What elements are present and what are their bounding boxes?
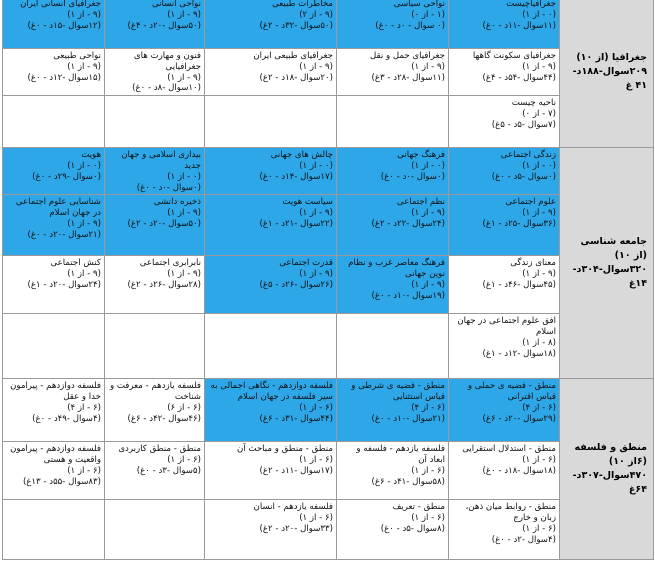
- table-row: [3, 49, 654, 96]
- topic-title: چالش های جهانی: [270, 150, 333, 161]
- subject-header: [560, 148, 654, 379]
- topic-cell[interactable]: [337, 195, 449, 256]
- topic-cell[interactable]: [337, 0, 449, 49]
- topic-range: (۶ - از ۱): [299, 513, 333, 524]
- topic-stats: (۱۸سوال -۱۲د - ۱غ): [482, 348, 556, 359]
- topic-stats: (۰ سوال - ۰د - ۰غ): [375, 20, 445, 31]
- topic-cell[interactable]: [3, 148, 105, 195]
- topic-title: نواحی انسانی: [151, 0, 201, 9]
- subject-header-line: منطق و فلسفه (۶از ۱۰): [574, 442, 647, 468]
- topic-range: (۶ - از ۱): [411, 465, 445, 476]
- topic-stats: (۲۹سوال -۲۰د - ۶غ): [482, 413, 556, 424]
- topic-title: فنون و مهارت های جغرافیایی: [133, 51, 201, 72]
- topic-cell[interactable]: [105, 379, 205, 442]
- topic-title: ناحیه چیست: [511, 98, 556, 109]
- empty-cell: [337, 96, 449, 148]
- table-row: [3, 500, 654, 560]
- topic-title: منطق - تعریف: [392, 502, 445, 513]
- topic-title: فرهنگ جهانی: [397, 150, 445, 161]
- topic-title: جغرافیای سکونت گاهها: [472, 51, 556, 61]
- topic-title: نواحی سیاسی: [393, 0, 445, 9]
- topic-title: فلسفه دوازدهم - پیرامون خدا و عقل: [10, 381, 101, 403]
- topic-range: (۶ - از ۴): [522, 402, 556, 413]
- topic-stats: (۱۹سوال -۱۰د - ۰غ): [371, 290, 445, 301]
- subject-header-line: ۶۴غ: [628, 484, 647, 496]
- table-row: [3, 256, 654, 314]
- topic-stats: (۵۰سوال -۳۲د - ۲غ): [259, 20, 333, 31]
- topic-stats: (۱۷سوال -۱۴د - ۰غ): [259, 171, 333, 182]
- subject-header-line: ۲۰۹سوال-۱۸۸د-: [572, 66, 647, 78]
- subject-header: [560, 0, 654, 148]
- topic-cell[interactable]: [449, 500, 560, 560]
- topic-stats: (۸سوال -۵د - ۰غ): [380, 523, 445, 534]
- table-row: [3, 0, 654, 49]
- topic-range: (۹ - از ۱): [67, 218, 101, 229]
- topic-cell[interactable]: [449, 0, 560, 49]
- topic-stats: (۳۶سوال -۲۵د - ۱غ): [482, 218, 556, 229]
- topic-range: (۹ - از ۱): [411, 61, 445, 72]
- topic-range: (۹ - از ۱): [411, 208, 445, 219]
- empty-cell: [105, 96, 205, 148]
- topic-stats: (۲۶سوال -۲۶د - ۵غ): [259, 279, 333, 290]
- topic-title: نابرابری اجتماعی: [139, 258, 201, 269]
- topic-cell[interactable]: [337, 442, 449, 500]
- topic-title: افق علوم اجتماعی در جهان اسلام: [457, 316, 556, 338]
- topic-cell[interactable]: [337, 49, 449, 96]
- topic-cell[interactable]: [205, 195, 337, 256]
- topic-range: (۶ - از ۱): [167, 455, 201, 466]
- topic-range: (۹ - از ۱): [411, 279, 445, 290]
- topic-cell[interactable]: [205, 442, 337, 500]
- topic-title: منطق - منطق کاربردی: [118, 444, 201, 455]
- topic-range: (۰ - از ۱): [167, 171, 201, 182]
- empty-cell: [105, 314, 205, 379]
- topic-cell[interactable]: [3, 256, 105, 314]
- subject-header-line: جامعه شناسی (از ۱۰): [580, 236, 647, 262]
- topic-stats: (۴۶سوال -۴۲د - ۶غ): [127, 413, 201, 424]
- topic-title: منطق - قضیه ی حملی و قیاس اقترانی: [467, 381, 556, 403]
- topic-cell[interactable]: [105, 148, 205, 195]
- topic-stats: (۴سوال -۴۹د - ۰غ): [32, 413, 101, 424]
- topic-title: منطق - استدلال استقرایی: [462, 444, 556, 455]
- topic-cell[interactable]: [449, 49, 560, 96]
- topic-stats: (۰سوال -۰د - ۰غ): [136, 182, 201, 193]
- topic-range: (۹ - از ۱): [67, 269, 101, 280]
- topic-title: نظم اجتماعی: [396, 197, 445, 208]
- topic-stats: (۴سوال -۲د - ۰غ): [491, 534, 556, 545]
- topic-stats: (۲۱سوال -۱۰د - ۰غ): [371, 413, 445, 424]
- topic-cell[interactable]: [449, 379, 560, 442]
- table-row: [3, 442, 654, 500]
- topic-range: (۹ - از ۱): [522, 269, 556, 280]
- topic-title: فلسفه دوازدهم - نگاهی اجمالی به سیر فلسفه در جهان اسلام: [210, 381, 333, 403]
- subject-header-line: ۱۴غ: [628, 278, 647, 290]
- topic-range: (۰ - از ۱): [411, 160, 445, 171]
- table-row: [3, 195, 654, 256]
- subject-header-line: جغرافیا (از ۱۰): [576, 52, 647, 64]
- topic-cell[interactable]: [337, 148, 449, 195]
- topic-cell[interactable]: [105, 256, 205, 314]
- topic-cell[interactable]: [205, 148, 337, 195]
- topic-cell[interactable]: [105, 442, 205, 500]
- topic-range: (۹ - از ۱): [299, 61, 333, 72]
- table-row: [3, 314, 654, 379]
- table-row: [3, 379, 654, 442]
- topic-title: فلسفه یازدهم - انسان: [253, 502, 333, 513]
- table-row: [3, 96, 654, 148]
- topic-stats: (۱۱سوال -۲۸د - ۳غ): [371, 72, 445, 83]
- topic-title: منطق - قضیه ی شرطی و قیاس استثنایی: [351, 381, 445, 403]
- empty-cell: [105, 500, 205, 560]
- topic-title: فرهنگ معاصر غرب و نظام نوین جهانی: [348, 258, 445, 280]
- topic-cell[interactable]: [3, 442, 105, 500]
- empty-cell: [3, 500, 105, 560]
- topic-range: (۹ - از ۱): [167, 208, 201, 219]
- topic-title: جغرافیای حمل و نقل: [369, 51, 445, 61]
- topic-stats: (۳۳سوال -۲۰د - ۲غ): [259, 523, 333, 534]
- topic-stats: (۲۴سوال -۲۲د - ۲غ): [371, 218, 445, 229]
- topic-cell[interactable]: [449, 195, 560, 256]
- topic-title: مخاطرات طبیعی: [272, 0, 333, 9]
- topic-title: کنش اجتماعی: [50, 258, 101, 269]
- topic-range: (۶ - از ۶): [167, 402, 201, 413]
- topic-title: فلسفه یازدهم - معرفت و شناخت: [109, 381, 201, 403]
- topic-cell[interactable]: [3, 379, 105, 442]
- topic-stats: (۲۲سوال -۲۱د - ۱غ): [259, 218, 333, 229]
- topic-range: (۶ - از ۱): [522, 455, 556, 466]
- topic-cell[interactable]: [449, 314, 560, 379]
- topic-range: (۰ - از ۱): [522, 9, 556, 20]
- topic-stats: (۲۸سوال -۲۶د - ۲غ): [127, 279, 201, 290]
- topic-range: (۹ - از ۱): [167, 269, 201, 280]
- topic-cell[interactable]: [449, 442, 560, 500]
- topic-title: منطق - منطق و مباحث آن: [237, 444, 333, 455]
- topic-range: (۰ - از ۱): [67, 160, 101, 171]
- topic-stats: (۱۰سوال -۸د - ۰غ): [132, 83, 201, 94]
- topic-range: (۹ - از ۱): [167, 9, 201, 20]
- topic-range: (۹ - از ۱): [522, 208, 556, 219]
- topic-range: (۷ - از ۰): [522, 108, 556, 119]
- topic-stats: (۵۰سوال -۲۰د - ۲غ): [127, 218, 201, 229]
- topic-title: سیاست هویت: [282, 197, 333, 208]
- topic-cell[interactable]: [337, 256, 449, 314]
- empty-cell: [205, 314, 337, 379]
- topic-title: منطق - روابط میان ذهن، زبان و خارج: [465, 502, 556, 524]
- topic-title: نواحی طبیعی: [53, 51, 101, 61]
- topic-stats: (۲۰سوال -۱۸د - ۲غ): [259, 72, 333, 83]
- topic-range: (۰ - از ۱): [522, 160, 556, 171]
- subject-header-line: ۴۷۰سوال-۳۰۷د-: [572, 470, 647, 482]
- topic-range: (۶ - از ۴): [411, 402, 445, 413]
- topic-range: (۹ - از ۱): [299, 208, 333, 219]
- topic-title: جغرافیای طبیعی ایران: [253, 51, 333, 61]
- topic-stats: (۲۱سوال -۲۰د - ۰غ): [27, 229, 101, 240]
- topic-title: جغرافیای انسانی ایران: [20, 0, 101, 9]
- topic-range: (۶ - از ۱): [522, 523, 556, 534]
- topic-range: (۸ - از ۱): [522, 337, 556, 348]
- topic-stats: (۰سوال -۲۹د - ۰غ): [32, 171, 101, 182]
- topic-cell[interactable]: [205, 0, 337, 49]
- topic-range: (۶ - از ۱): [67, 465, 101, 476]
- subject-header-line: ۴۱ غ: [625, 80, 647, 92]
- topic-range: (۹ - از ۱): [522, 61, 556, 72]
- topic-title: بیداری اسلامی و جهان جدید: [121, 150, 201, 171]
- topic-cell[interactable]: [3, 0, 105, 49]
- topic-title: معنای زندگی: [510, 258, 556, 269]
- topic-cell[interactable]: [105, 195, 205, 256]
- topic-range: (۹ - از ۱): [299, 269, 333, 280]
- topic-range: (۹ - از ۱): [67, 61, 101, 72]
- topic-range: (۹ - از ۲): [299, 9, 333, 20]
- topic-cell[interactable]: [105, 0, 205, 49]
- topic-stats: (۱۷سوال -۱۱د - ۲غ): [259, 465, 333, 476]
- topic-stats: (۰سوال -۵د - ۰غ): [491, 171, 556, 182]
- curriculum-table: [2, 0, 654, 560]
- topic-stats: (۱۲سوال -۱۵د - ۰غ): [27, 20, 101, 31]
- topic-stats: (۱۱سوال -۱۱د - ۰غ): [482, 20, 556, 31]
- topic-title: زندگی اجتماعی: [500, 150, 556, 161]
- empty-cell: [337, 314, 449, 379]
- topic-stats: (۴۴سوال -۳۱د - ۶غ): [259, 413, 333, 424]
- topic-cell[interactable]: [449, 148, 560, 195]
- topic-stats: (۸۳سوال -۵۵د - ۱۳غ): [22, 476, 101, 487]
- topic-range: (۶ - از ۱): [299, 402, 333, 413]
- empty-cell: [3, 96, 105, 148]
- topic-range: (۶ - از ۴): [67, 402, 101, 413]
- topic-cell[interactable]: [3, 49, 105, 96]
- topic-title: شناسایی علوم اجتماعی در جهان اسلام: [15, 197, 101, 219]
- topic-range: (۶ - از ۱): [299, 455, 333, 466]
- topic-title: جغرافیاچیست: [506, 0, 556, 9]
- topic-stats: (۱۵سوال -۱۲د - ۰غ): [27, 72, 101, 83]
- topic-title: هویت: [81, 150, 101, 161]
- topic-range: (۰ - از ۱): [299, 160, 333, 171]
- topic-stats: (۵۰سوال -۲۰د - ۴غ): [127, 20, 201, 31]
- topic-title: قدرت اجتماعی: [279, 258, 333, 269]
- topic-stats: (۴۵سوال -۴۶د - ۱غ): [482, 279, 556, 290]
- topic-stats: (۲۴سوال -۲۰د - ۱غ): [27, 279, 101, 290]
- subject-header-line: ۳۲۰سوال-۳۰۴د-: [572, 264, 647, 276]
- topic-title: فلسفه دوازدهم - پیرامون واقعیت و هستی: [10, 444, 101, 466]
- topic-cell[interactable]: [205, 256, 337, 314]
- topic-cell[interactable]: [205, 49, 337, 96]
- table-row: [3, 148, 654, 195]
- topic-cell[interactable]: [337, 379, 449, 442]
- topic-cell[interactable]: [449, 256, 560, 314]
- topic-stats: (۴۴سوال -۵۴د - ۴غ): [482, 72, 556, 83]
- topic-cell[interactable]: [205, 379, 337, 442]
- subject-header: [560, 379, 654, 560]
- topic-cell[interactable]: [3, 195, 105, 256]
- topic-title: ذخیره دانشی: [153, 197, 201, 208]
- topic-stats: (۰سوال -۰د - ۰غ): [380, 171, 445, 182]
- topic-stats: (۷سوال -۵د - ۵غ): [491, 119, 556, 130]
- topic-cell[interactable]: [337, 500, 449, 560]
- topic-cell[interactable]: [205, 500, 337, 560]
- topic-cell[interactable]: [449, 96, 560, 148]
- topic-title: فلسفه یازدهم - فلسفه و ابعاد آن: [356, 444, 445, 466]
- topic-stats: (۵۸سوال -۴۱د - ۶غ): [371, 476, 445, 487]
- topic-stats: (۱۸سوال -۱۸د - ۰غ): [482, 465, 556, 476]
- topic-range: (۹ - از ۱): [67, 9, 101, 20]
- empty-cell: [3, 314, 105, 379]
- empty-cell: [205, 96, 337, 148]
- topic-range: (۹ - از ۱): [167, 72, 201, 83]
- topic-range: (۶ - از ۱): [411, 513, 445, 524]
- topic-title: علوم اجتماعی: [505, 197, 556, 208]
- topic-range: (۱ - از ۰): [411, 9, 445, 20]
- topic-stats: (۵سوال -۳د - ۰غ): [136, 465, 201, 476]
- topic-cell[interactable]: [105, 49, 205, 96]
